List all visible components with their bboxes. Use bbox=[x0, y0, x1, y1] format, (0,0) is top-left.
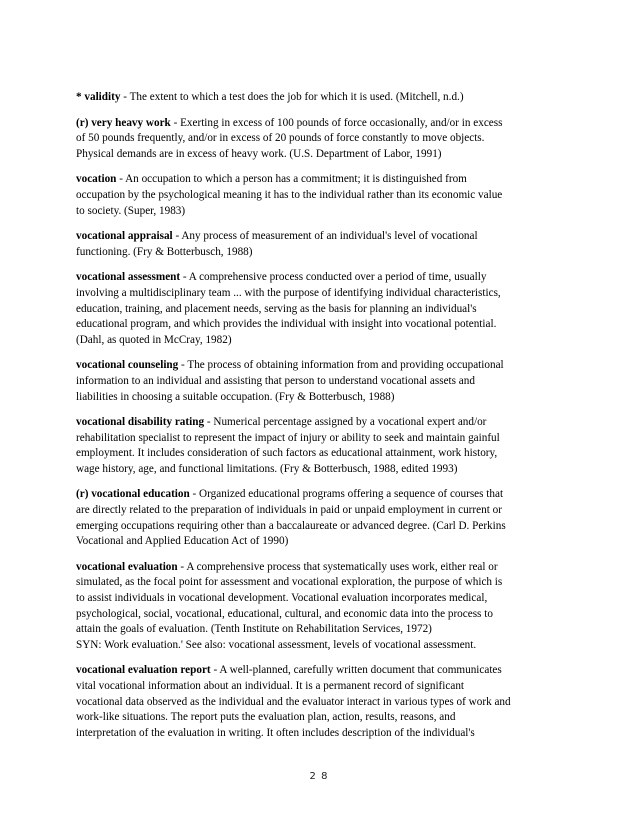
entry-term: vocational disability rating bbox=[76, 416, 205, 429]
glossary-entry bbox=[76, 560, 566, 654]
entry-line bbox=[76, 270, 566, 286]
entry-line: (Dahl, as quoted in McCray, 1982) bbox=[76, 333, 232, 346]
entry-line bbox=[76, 560, 566, 576]
entry-line: education, training, and placement needs, serving as the basis for planning an individual's bbox=[76, 302, 477, 315]
entry-line: work-like situations. The report puts the evaluation plan, action, results, reasons, and bbox=[76, 711, 456, 724]
entry-line: to society. (Super, 1983) bbox=[76, 204, 186, 217]
entry-line: functioning. (Fry & Botterbusch, 1988) bbox=[76, 245, 253, 258]
entry-line bbox=[76, 663, 566, 679]
entry-term: vocational evaluation report bbox=[76, 664, 211, 677]
entry-term: vocational counseling bbox=[76, 359, 179, 372]
glossary-entry bbox=[76, 172, 566, 219]
entry-line: psychological, social, vocational, educational, cultural, and economic data into the process to bbox=[76, 607, 493, 620]
entry-term: * validity bbox=[76, 91, 121, 103]
entry-definition: - The process of obtaining information from and providing occupational bbox=[178, 359, 504, 372]
entry-line bbox=[76, 229, 566, 245]
entry-definition: - Organized educational programs offering a sequence of courses that bbox=[189, 488, 504, 501]
entry-definition: - Numerical percentage assigned by a vocational expert and/or bbox=[204, 416, 487, 429]
entry-line: educational program, and which provides the individual with insight into vocational potential. bbox=[76, 318, 497, 331]
glossary-entry bbox=[76, 90, 566, 106]
entry-line: rehabilitation specialist to represent the impact of injury or ability to seek and maintain gainful bbox=[76, 431, 500, 444]
glossary-entry bbox=[76, 487, 566, 549]
glossary-entries bbox=[76, 90, 566, 751]
entry-line: occupation by the psychological meaning it has to the individual rather than its economic value bbox=[76, 188, 503, 201]
glossary-entry bbox=[76, 415, 566, 477]
entry-term: vocational appraisal bbox=[76, 230, 173, 243]
entry-term: vocational evaluation bbox=[76, 560, 178, 573]
entry-term: (r) vocational education bbox=[76, 488, 190, 501]
entry-line bbox=[76, 172, 566, 188]
entry-definition: - The extent to which a test does the job for which it is used. (Mitchell, n.d.) bbox=[120, 91, 464, 103]
entry-line: Vocational and Applied Education Act of 1990) bbox=[76, 535, 289, 548]
entry-line: employment. It includes consideration of such factors as educational attainment, work history, bbox=[76, 447, 498, 460]
entry-line: are directly related to the preparation of individuals in paid or unpaid employment in current or bbox=[76, 504, 502, 517]
entry-line: wage history, age, and functional limitations. (Fry & Botterbusch, 1988, edited 1993) bbox=[76, 462, 458, 475]
glossary-entry bbox=[76, 358, 566, 405]
entry-definition: - An occupation to which a person has a commitment; it is distinguished from bbox=[116, 173, 467, 186]
entry-line bbox=[76, 358, 566, 374]
entry-line: information to an individual and assisting that person to understand vocational assets and bbox=[76, 374, 475, 387]
entry-line: to assist individuals in vocational development. Vocational evaluation incorporates medical, bbox=[76, 592, 488, 605]
entry-line: SYN: Work evaluation.' See also: vocational assessment, levels of vocational assessment. bbox=[76, 638, 477, 651]
glossary-entry bbox=[76, 229, 566, 260]
entry-definition: - A comprehensive process that systematically uses work, either real or bbox=[177, 560, 498, 573]
entry-term: (r) very heavy work bbox=[76, 116, 171, 129]
entry-definition: - Exerting in excess of 100 pounds of force occasionally, and/or in excess bbox=[170, 116, 503, 129]
entry-line: liabilities in choosing a suitable occupation. (Fry & Botterbusch, 1988) bbox=[76, 390, 395, 403]
entry-definition: - Any process of measurement of an individual's level of vocational bbox=[172, 230, 478, 243]
entry-line: interpretation of the evaluation in writing. It often includes description of the individual's bbox=[76, 726, 475, 739]
glossary-entry bbox=[76, 270, 566, 348]
entry-line: simulated, as the focal point for assessment and vocational exploration, the purpose of which is bbox=[76, 576, 503, 589]
entry-line bbox=[76, 415, 566, 431]
entry-definition: - A comprehensive process conducted over a period of time, usually bbox=[180, 271, 487, 284]
entry-line bbox=[76, 116, 566, 132]
entry-line: vocational data observed as the individual and the evaluator interact in various types of work and bbox=[76, 695, 511, 708]
entry-line: vital vocational information about an individual. It is a permanent record of significant bbox=[76, 680, 465, 692]
entry-term: vocational assessment bbox=[76, 271, 181, 284]
entry-line: attain the goals of evaluation. (Tenth Institute on Rehabilitation Services, 1972) bbox=[76, 623, 432, 636]
page-number: 2 8 bbox=[309, 771, 329, 782]
entry-definition: - A well-planned, carefully written document that communicates bbox=[210, 664, 502, 677]
entry-line bbox=[76, 487, 566, 503]
entry-line: of 50 pounds frequently, and/or in excess of 20 pounds of force constantly to move objects. bbox=[76, 132, 485, 145]
glossary-entry bbox=[76, 663, 566, 741]
glossary-entry bbox=[76, 116, 566, 163]
entry-line bbox=[76, 90, 566, 106]
entry-term: vocation bbox=[76, 173, 117, 186]
entry-line: Physical demands are in excess of heavy work. (U.S. Department of Labor, 1991) bbox=[76, 147, 442, 160]
entry-line: involving a multidisciplinary team ... with the purpose of identifying individual characteristics, bbox=[76, 286, 501, 299]
entry-line: emerging occupations requiring other than a baccalaureate or advanced degree. (Carl D. Perkins bbox=[76, 519, 506, 532]
